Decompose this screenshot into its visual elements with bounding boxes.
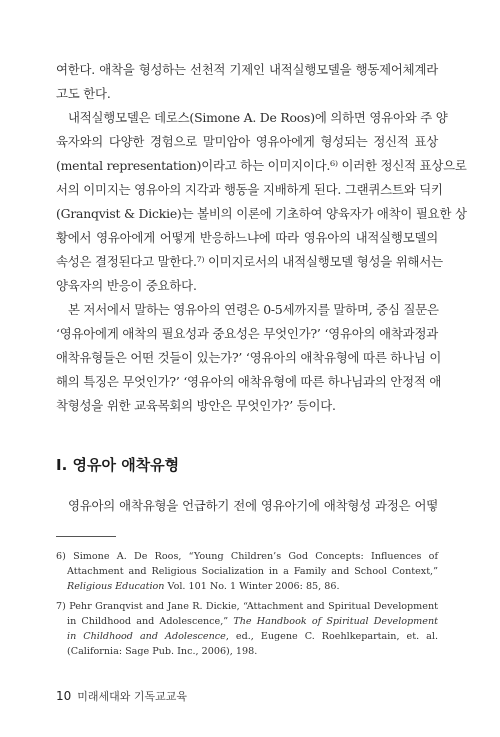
running-title: 미래세대와 기독교교육 <box>77 690 188 703</box>
body-line: 애착유형들은 어떤 것들이 있는가?’ ‘영유아의 애착유형에 따른 하나님 이 <box>56 350 442 365</box>
footnote-7-line: 7) Pehr Granqvist and Jane R. Dickie, “Attachment and Spiritual Development <box>56 601 438 612</box>
page-number: 10 <box>56 689 72 703</box>
body-line: 해의 특징은 무엇인가?’ ‘영유아의 애착유형에 따른 하나님과의 안정적 애 <box>56 374 442 389</box>
citation-detail: Vol. 101 No. 1 Winter 2006: 85, 86. <box>164 581 340 592</box>
body-line: 착형성을 위한 교육목회의 방안은 무엇인가?’ 등이다. <box>56 398 336 413</box>
journal-title: Religious Education <box>67 581 165 592</box>
footnote-7-line <box>67 615 438 629</box>
body-line: 황에서 영유아에게 어떻게 반응하느냐에 따라 영유아의 내적실행모델의 <box>56 230 438 245</box>
body-line: 고도 한다. <box>56 86 111 101</box>
body-line: 내적실행모델은 데로스(Simone A. De Roos)에 의하면 영유아와 주 양 <box>68 110 448 125</box>
body-line: 양육자의 반응이 중요하다. <box>56 278 197 293</box>
footnote-6-line <box>67 580 438 594</box>
body-line: 육자와의 다양한 경험으로 말미암아 영유아에게 형성되는 정신적 표상 <box>56 134 438 149</box>
body-line: 본 저서에서 말하는 영유아의 연령은 0-5세까지를 말하며, 중심 질문은 <box>68 302 439 317</box>
body-line: (mental representation)이라고 하는 이미지이다.⁶⁾ 이러한 정신적 표상으로 <box>56 158 467 173</box>
book-title: The Handbook of Spiritual Development <box>233 616 438 627</box>
book-title-cont: in Childhood and Adolescence <box>67 631 226 642</box>
footnote-6-line: Attachment and Religious Socialization in a Family and School Context,” <box>67 566 438 577</box>
chapter-title: in Childhood and Adolescence,” <box>67 616 234 627</box>
editor-info: , ed., Eugene C. Roehlkepartain, et. al. <box>225 631 438 642</box>
body-line: 영유아의 애착유형을 언급하기 전에 영유아기에 애착형성 과정은 어떻 <box>68 498 438 513</box>
footnote-7-line <box>67 630 438 644</box>
body-line: ‘영유아에게 애착의 필요성과 중요성은 무엇인가?’ ‘영유아의 애착과정과 <box>56 326 438 341</box>
page-footer <box>56 688 187 704</box>
section-heading: I. 영유아 애착유형 <box>56 456 180 474</box>
body-line: 속성은 결정된다고 말한다.⁷⁾ 이미지로서의 내적실행모델 형성을 위해서는 <box>56 254 443 269</box>
body-line: (Granqvist & Dickie)는 볼비의 이론에 기초하여 양육자가 애착이 필요한 상 <box>56 206 467 221</box>
body-line: 서의 이미지는 영유아의 지각과 행동을 지배하게 된다. 그랜퀴스트와 딕키 <box>56 182 443 197</box>
footnote-divider <box>56 536 116 537</box>
footnote-7-line: (California: Sage Pub. Inc., 2006), 198. <box>67 646 258 657</box>
footnote-6-line: 6) Simone A. De Roos, “Young Children’s God Concepts: Influences of <box>56 551 438 562</box>
body-line: 여한다. 애착을 형성하는 선천적 기제인 내적실행모델을 행동제어체계라 <box>56 62 438 77</box>
